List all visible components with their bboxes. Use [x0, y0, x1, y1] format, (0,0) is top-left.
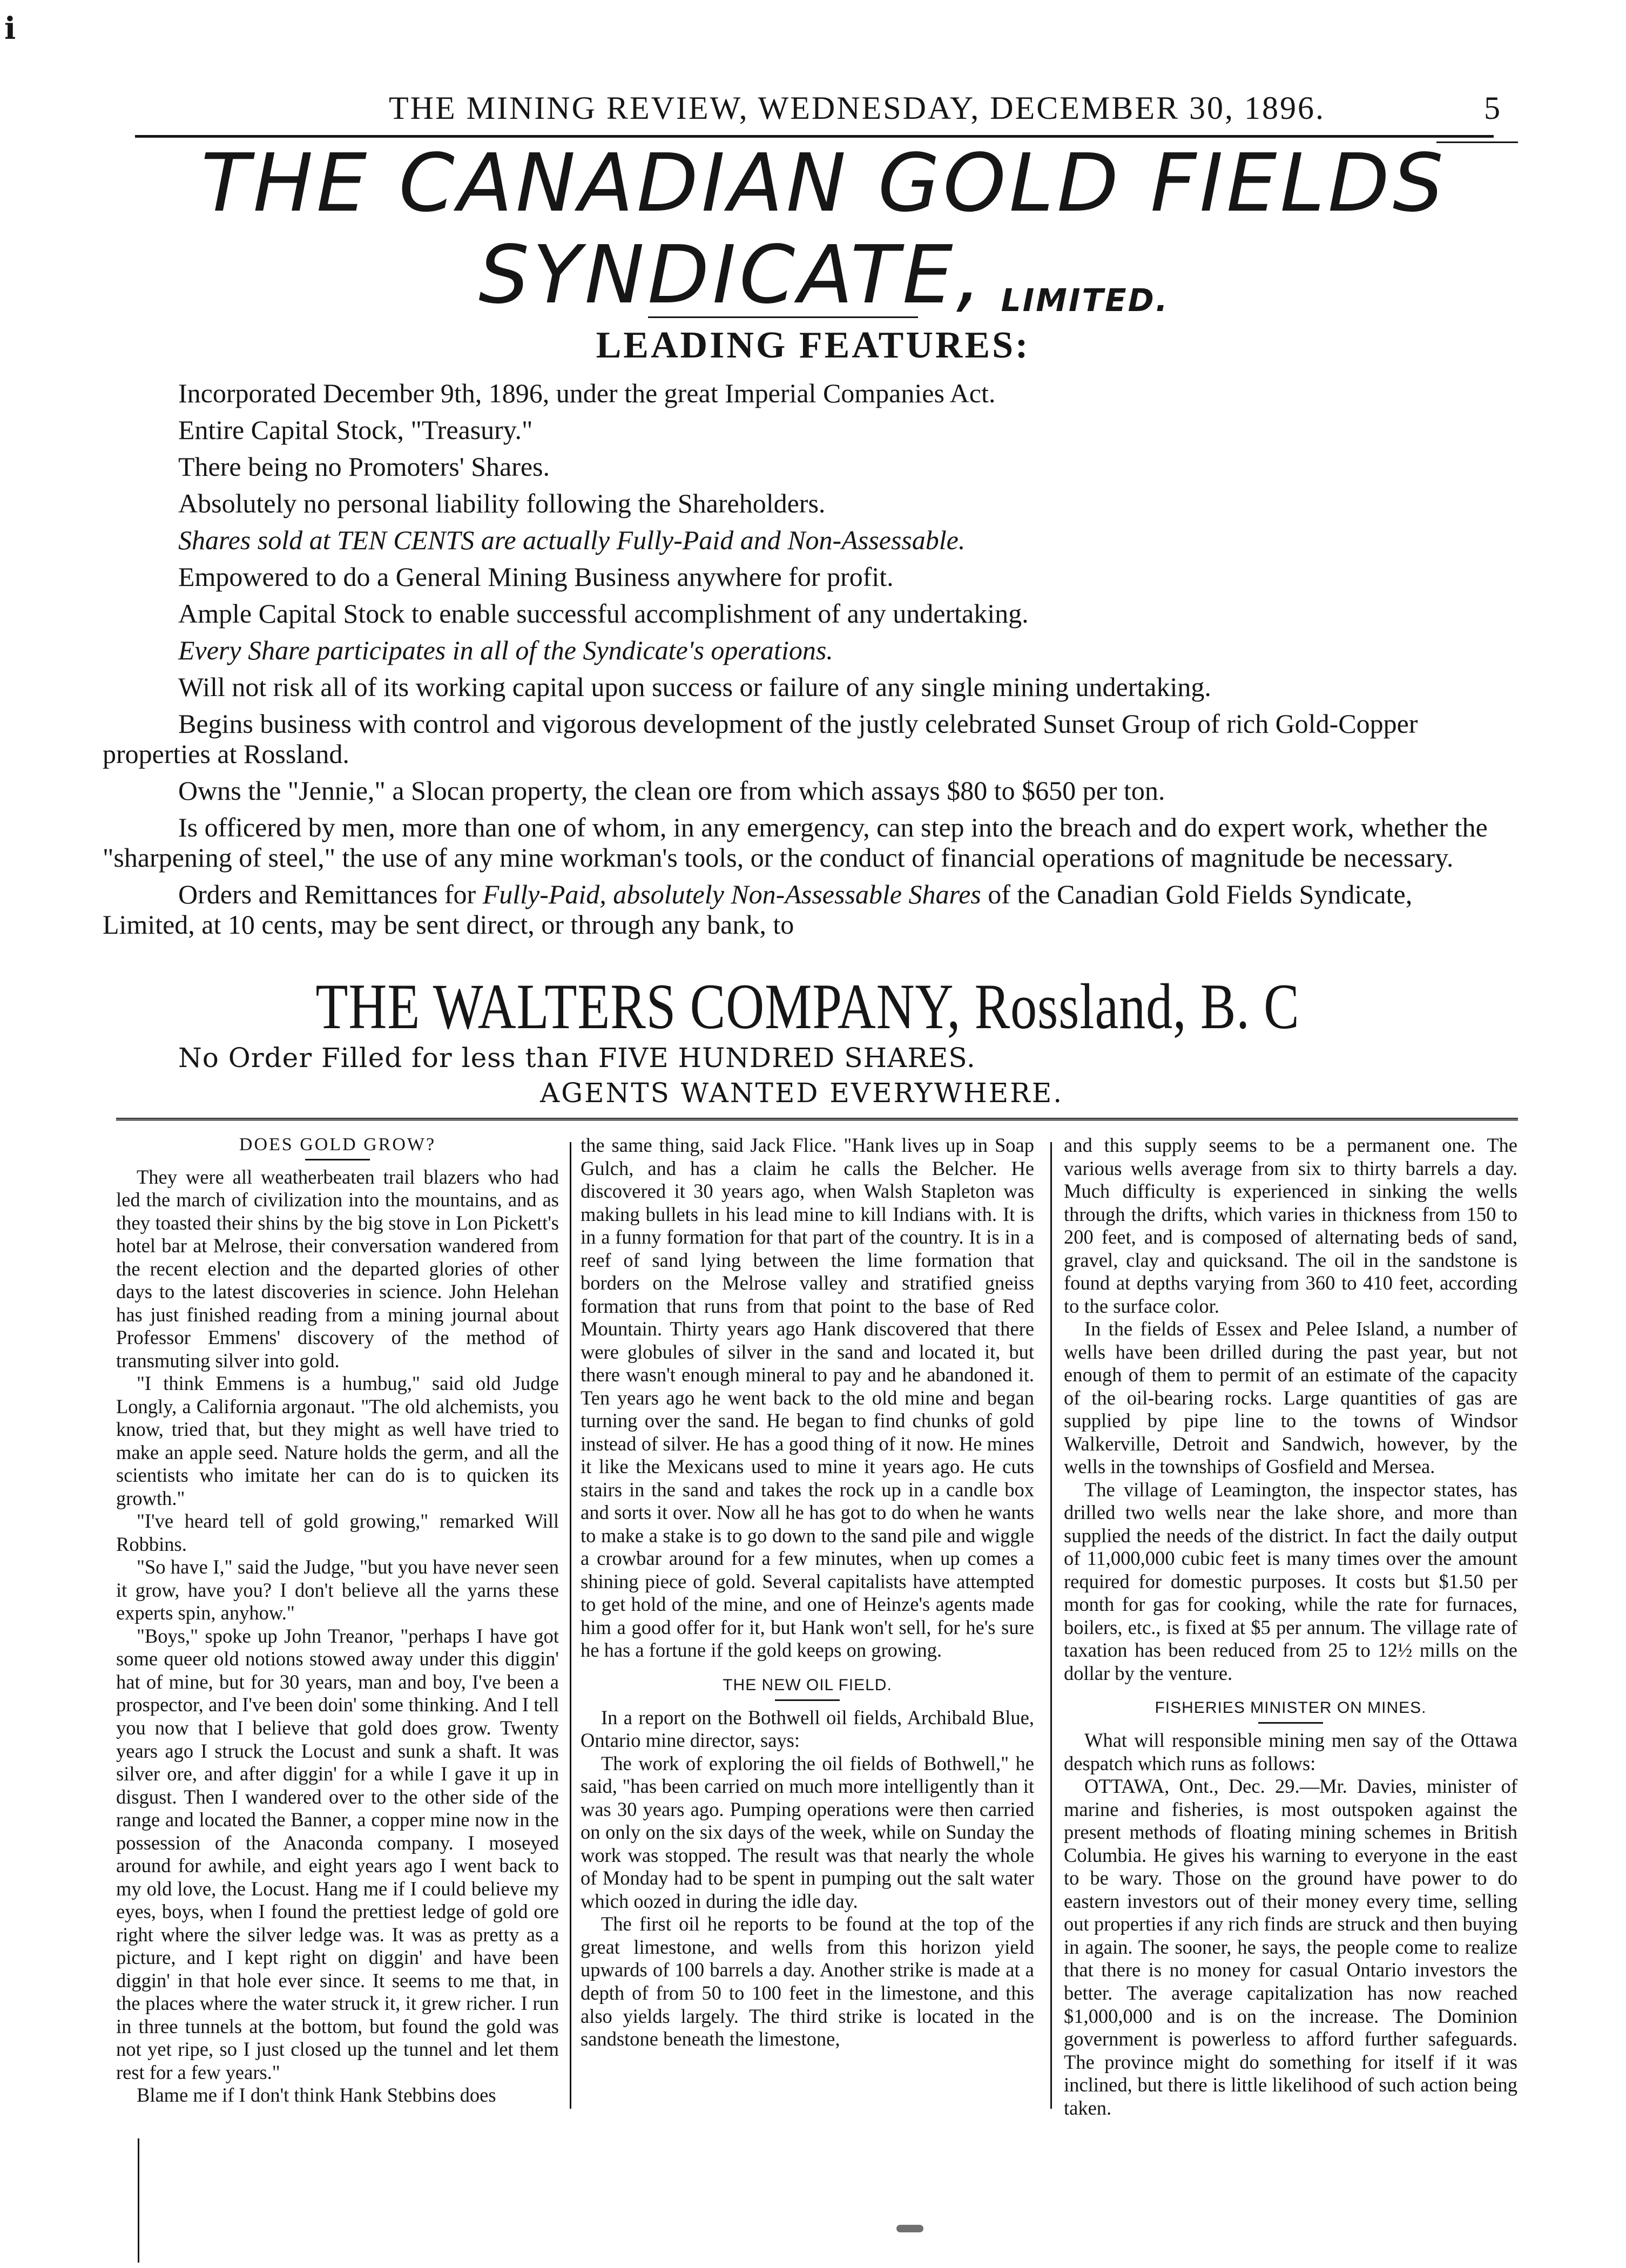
column-2	[581, 1134, 1034, 2051]
article-paragraph: the same thing, said Jack Flice. "Hank lives up in Soap Gulch, and has a claim he calls the Belcher. He discovered it 30 years ago, when Walsh Stapleton was making bullets in his lead mine to kill Indians with. It is in a funny formation for that part of the country. It is in a reef of sand lying between the lime formation that borders on the Melrose valley and stratified gneiss formation that runs from that point to the base of Red Mountain. Thirty years ago Hank discovered that there were globules of silver in the sand and located it, but there wasn't enough mineral to pay and he abandoned it. Ten years ago he went back to the old mine and began turning over the sand. He began to find chunks of gold instead of silver. He has a good thing of it now. He mines it like the Mexicans used to mine it years ago. He cuts stairs in the sand and takes the rock up in a candle box and sorts it over. Now all he has got to do when he wants to make a stake is to go down to the sand pile and wiggle a crowbar around for a few minutes, when up comes a shining piece of gold. Several capitalists have attempted to get hold of the mine, and one of Heinze's agents made him a good offer for it, but Hank won't sell, for he's sure he has a fortune if the gold keeps on growing.	[581, 1134, 1034, 1662]
feature-item: Shares sold at TEN CENTS are actually Fully-Paid and Non-Assessable.	[178, 525, 966, 555]
company-name-line1: THE CANADIAN GOLD FIELDS	[201, 137, 1447, 230]
article-paragraph: "I've heard tell of gold growing," remarked Will Robbins.	[116, 1510, 559, 1555]
feature-item: Is officered by men, more than one of whom, in any emergency, can step into the breach and do expert work, whether the "sharpening of steel," the use of any mine workman's tools, or the conduct of financial operations of magnitude be necessary.	[103, 812, 1488, 873]
company-suffix: LIMITED.	[1001, 281, 1169, 319]
feature-item: Absolutely no personal liability following the Shareholders.	[178, 488, 826, 518]
features-list	[103, 378, 1510, 946]
article-paragraph: "I think Emmens is a humbug," said old Judge Longly, a California argonaut. "The old alchemists, you know, tried that, but they might as well have tried to make an apple seed. Nature holds the germ, and all the scientists who imitate her can do is to quicken its growth."	[116, 1372, 559, 1509]
features-title: LEADING FEATURES:	[596, 325, 1030, 366]
article-paragraph: In the fields of Essex and Pelee Island, a number of wells have been drilled during the past year, but not enough of them to permit of an estimate of the capacity of the oil-bearing rocks. Large quantities of gas are supplied by pipe line to the towns of Windsor Walkerville, Detroit and Sandwich, however, by the wells in the townships of Gosfield and Mersea.	[1064, 1318, 1517, 1478]
heading-rule	[305, 1159, 370, 1160]
orders-paragraph	[103, 879, 1510, 940]
orders-italic: Fully-Paid, absolutely Non-Assessable Shares	[482, 879, 981, 909]
heading-divider	[648, 316, 918, 318]
article-paragraph: Blame me if I don't think Hank Stebbins does	[137, 2084, 496, 2107]
feature-item: Every Share participates in all of the Syndicate's operations.	[178, 635, 833, 665]
feature-item: Ample Capital Stock to enable successful accomplishment of any undertaking.	[178, 598, 1029, 629]
article-paragraph: "So have I," said the Judge, "but you have never seen it grow, have you? I don't believe all the yarns these experts spin, anyhow."	[116, 1556, 559, 1624]
minimum-order-notice: No Order Filled for less than FIVE HUNDRED SHARES.	[178, 1042, 976, 1074]
advertisement-heading	[140, 137, 1507, 321]
column-divider	[570, 1142, 571, 2109]
section-rule	[116, 1118, 1518, 1120]
column-divider	[1050, 1142, 1052, 2109]
column-3	[1064, 1134, 1517, 2120]
article-heading-gold: DOES GOLD GROW?	[239, 1135, 436, 1155]
feature-item: Entire Capital Stock, "Treasury."	[178, 415, 533, 445]
article-heading-oil: THE NEW OIL FIELD.	[723, 1676, 892, 1694]
edge-mark: i	[4, 11, 16, 46]
article-paragraph: The work of exploring the oil fields of Bothwell," he said, "has been carried on much more intelligently than it was 30 years ago. Pumping operations were then carried on only on the six days of the week, while on Sunday the work was stopped. The result was that nearly the whole of Monday had to be spent in pumping out the salt water which oozed in during the idle day.	[581, 1752, 1034, 1912]
feature-item: Begins business with control and vigorous development of the justly celebrated Sunset Group of rich Gold-Copper properties at Rossland.	[103, 708, 1418, 769]
article-paragraph: The village of Leamington, the inspector states, has drilled two wells near the lake shore, and more than supplied the needs of the district. In fact the daily output of 11,000,000 cubic feet is many times over the amount required for domestic purposes. It costs but $1.50 per month for gas for cooking, while the rate for furnaces, boilers, etc., is fixed at $5 per annum. The village rate of taxation has been reduced from 25 to 12½ mills on the dollar by the venture.	[1064, 1478, 1517, 1684]
feature-item: Will not risk all of its working capital upon success or failure of any single mining undertaking.	[178, 672, 1211, 702]
running-head	[124, 86, 1502, 135]
company-name-line2: SYNDICATE,	[478, 228, 985, 321]
feature-item: Empowered to do a General Mining Business anywhere for profit.	[178, 562, 894, 592]
ink-smudge	[896, 2225, 923, 2232]
margin-mark	[138, 2138, 139, 2263]
column-1	[116, 1134, 559, 2107]
article-paragraph: In a report on the Bothwell oil fields, Archibald Blue, Ontario mine director, says:	[581, 1706, 1034, 1752]
page-number: 5	[1484, 90, 1502, 126]
feature-item: There being no Promoters' Shares.	[178, 451, 550, 482]
agents-wanted-notice: AGENTS WANTED EVERYWHERE.	[540, 1077, 1064, 1109]
article-paragraph: and this supply seems to be a permanent one. The various wells average from six to thirty barrels a day. Much difficulty is experienced in sinking the wells through the drifts, which varies in thickness from 150 to 200 feet, and is composed of alternating beds of sand, gravel, clay and quicksand. The oil in the sandstone is found at depths varying from 360 to 410 feet, according to the surface color.	[1064, 1134, 1517, 1317]
heading-rule	[1258, 1722, 1323, 1724]
feature-item: Incorporated December 9th, 1896, under the great Imperial Companies Act.	[178, 378, 996, 408]
walters-company-line: THE WALTERS COMPANY, Rossland, B. C	[315, 970, 1300, 1042]
article-paragraph: OTTAWA, Ont., Dec. 29.—Mr. Davies, minister of marine and fisheries, is most outspoken against the present methods of floating mining schemes in British Columbia. He gives his warning to everyone in the east to be wary. Those on the ground have power to do eastern investors out of their money every time, selling out properties if any rich finds are struck and then buying in again. The sooner, he says, the people come to realize that there is no money for casual Ontario investors the better. The average capitalization has now reached $1,000,000 and is on the increase. The Dominion government is powerless to afford further safeguards. The province might do something for itself if it was inclined, but there is little likelihood of such action being taken.	[1064, 1775, 1517, 2119]
article-paragraph: What will responsible mining men say of the Ottawa despatch which runs as follows:	[1064, 1729, 1517, 1774]
running-head-title: THE MINING REVIEW, WEDNESDAY, DECEMBER 30, 1896.	[389, 90, 1325, 126]
article-paragraph: "Boys," spoke up John Treanor, "perhaps I have got some queer old notions stowed away under this diggin' hat of mine, but for 30 years, man and boy, I've been a prospector, and I've been doin' some thinking. And I tell you now that I believe that gold does grow. Twenty years ago I struck the Locust and sunk a shaft. It was silver ore, and after diggin' for a while I gave it up in disgust. Then I wandered over to the other side of the range and located the Banner, a copper mine now in the possession of the Anaconda company. I moseyed around for awhile, and eight years ago I went back to my old love, the Locust. Hang me if I could believe my eyes, boys, when I found the prettiest ledge of gold ore right where the silver ledge was. It was as pretty as a picture, and I kept right on diggin' and have been diggin' in that hole ever since. It seems to me that, in the places where the water struck it, it grew richer. I run in three tunnels at the bottom, but found the gold was not yet ripe, so I just closed up the tunnel and let them rest for a few years."	[116, 1624, 559, 2083]
feature-item: Owns the "Jennie," a Slocan property, the clean ore from which assays $80 to $650 per ton.	[178, 775, 1165, 806]
orders-tail: of the Canadian Gold Fields Syndicate, Limited, at 10 cents, may be sent direct, or through any bank, to	[103, 879, 1413, 940]
article-paragraph: They were all weatherbeaten trail blazers who had led the march of civilization into the mountains, and as they toasted their shins by the big stove in Lon Pickett's hotel bar at Melrose, their conversation wandered from the recent election and the departed glories of other days to the latest discoveries in science. John Helehan has just finished reading from a mining journal about Professor Emmens' discovery of the method of transmuting silver into gold.	[116, 1165, 559, 1372]
article-paragraph: The first oil he reports to be found at the top of the great limestone, and wells from this horizon yield upwards of 100 barrels a day. Another strike is made at a depth of from 50 to 100 feet in the limestone, and this also yields largely. The third strike is located in the sandstone beneath the limestone,	[581, 1913, 1034, 2050]
article-heading-fisheries: FISHERIES MINISTER ON MINES.	[1155, 1699, 1427, 1717]
heading-rule	[775, 1699, 840, 1701]
orders-lead: Orders and Remittances for	[178, 879, 476, 909]
